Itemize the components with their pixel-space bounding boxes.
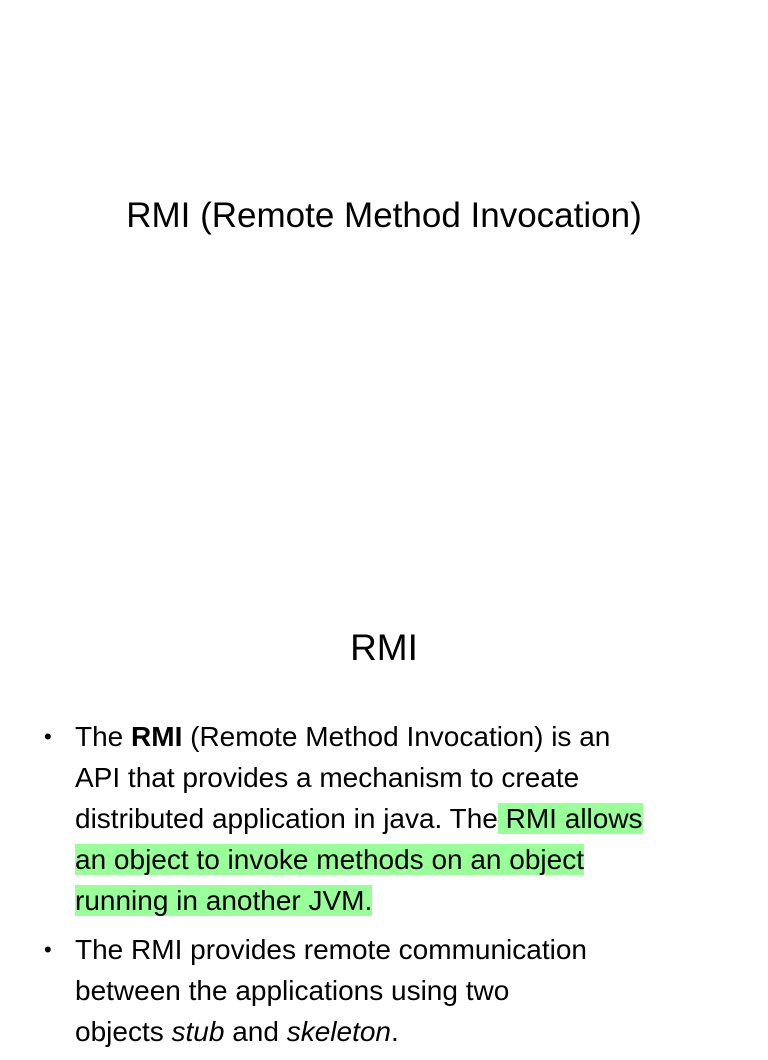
highlighted-text: running in another JVM.: [75, 885, 373, 916]
text-run: The: [75, 721, 132, 752]
text-run: distributed application in java. The: [75, 803, 498, 834]
text-run: .: [391, 1016, 399, 1047]
text-run: (Remote Method Invocation) is an: [182, 721, 611, 752]
italic-term: stub: [171, 1016, 225, 1047]
italic-term: skeleton: [286, 1016, 392, 1047]
slide-2: [0, 576, 768, 1047]
text-run: objects: [75, 1016, 172, 1047]
highlighted-text: an object to invoke methods on an object: [75, 844, 585, 875]
text-run: and: [224, 1016, 287, 1047]
text-line: [75, 798, 744, 839]
text-line: [75, 839, 744, 880]
slide-heading: RMI: [350, 627, 418, 668]
bullet-icon: •: [44, 724, 52, 749]
bullet-item-definition: [44, 716, 744, 921]
text-line: [75, 880, 744, 921]
text-line: [75, 716, 744, 757]
slide-title: RMI (Remote Method Invocation): [126, 196, 642, 235]
text-line: between the applications using two: [75, 975, 510, 1006]
highlighted-text: RMI allows: [497, 803, 643, 834]
bullet-item-communication: [44, 929, 744, 1052]
text-line: [75, 1011, 744, 1052]
bullet-list: [44, 716, 744, 1060]
bullet-icon: •: [44, 937, 52, 962]
bold-term: RMI: [131, 721, 183, 752]
text-line: API that provides a mechanism to create: [75, 762, 580, 793]
text-line: The RMI provides remote communication: [75, 934, 587, 965]
